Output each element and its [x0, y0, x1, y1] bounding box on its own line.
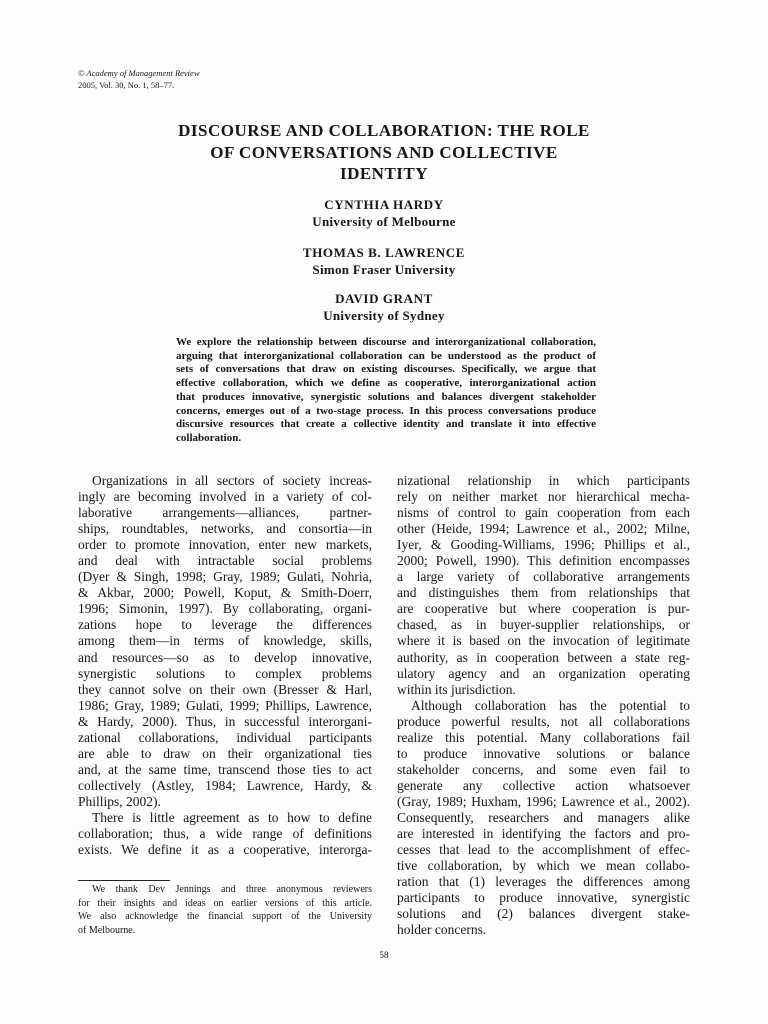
body-line: tive collaboration, by which we mean collabo-	[397, 858, 690, 874]
article-title	[0, 120, 768, 185]
left-column	[78, 473, 372, 858]
body-line: to produce innovative solutions or balance	[397, 745, 690, 761]
footnote	[78, 883, 372, 938]
abstract	[176, 336, 596, 446]
footnote-rule	[78, 880, 170, 881]
body-line: (Gray, 1989; Huxham, 1996; Lawrence et al., 2002).	[397, 793, 690, 809]
body-line: are cooperative but where cooperation is pur-	[397, 601, 690, 617]
abstract-line: We explore the relationship between discourse and interorganizational collaboration,	[176, 336, 596, 348]
footnote-line: of Melbourne.	[78, 925, 136, 937]
body-line: ration that (1) leverages the differences among	[397, 874, 690, 890]
body-line: are interested in identifying the factors and pro-	[397, 826, 690, 842]
body-line: among them—in terms of knowledge, skills,	[78, 633, 372, 649]
body-line: within its jurisdiction.	[397, 681, 516, 697]
body-line: authority, as in cooperation between a state reg-	[397, 649, 690, 665]
body-line: nizational relationship in which participants	[397, 473, 690, 488]
abstract-line: collaboration.	[176, 431, 242, 444]
paragraph	[78, 473, 372, 810]
body-line: order to promote innovation, enter new markets,	[78, 537, 372, 553]
body-line: produce powerful results, not all collaborations	[397, 713, 690, 729]
body-line: ingly are becoming involved in a variety of col-	[78, 489, 372, 505]
body-line: Phillips, 2002).	[78, 793, 161, 809]
body-line: zational collaborations, individual participants	[78, 729, 372, 745]
body-line: There is little agreement as to how to define	[92, 809, 372, 825]
body-line: laborative arrangements—alliances, partner-	[78, 505, 372, 521]
body-line: are able to draw on their organizational ties	[78, 745, 372, 761]
author-affiliation: University of Melbourne	[312, 213, 456, 229]
body-line: other (Heide, 1994; Lawrence et al., 2002; Milne,	[397, 521, 690, 537]
body-line: 1986; Gray, 1989; Gulati, 1999; Phillips, Lawrence,	[78, 697, 372, 713]
author-block	[0, 245, 768, 278]
paragraph	[397, 698, 690, 939]
right-column	[397, 473, 690, 938]
body-line: synergistic solutions to complex problems	[78, 665, 372, 681]
body-line: stakeholder concerns, and some even fail to	[397, 761, 690, 777]
author-name: CYNTHIA HARDY	[324, 197, 444, 212]
body-line: rely on neither market nor hierarchical mecha-	[397, 489, 690, 505]
footnote-line: We also acknowledge the financial support of the University	[78, 911, 372, 923]
footnote-line: for their insights and ideas on earlier versions of this article.	[78, 897, 372, 909]
citation: 2005, Vol. 30, No. 1, 58–77.	[78, 80, 175, 90]
body-line: collectively (Astley, 1984; Lawrence, Hardy, &	[78, 777, 372, 793]
abstract-line: discursive resources that create a collective identity and translate it into effective	[176, 418, 596, 431]
body-line: chased, as in buyer-supplier relationships, or	[397, 617, 690, 633]
paragraph	[397, 473, 690, 698]
author-name: DAVID GRANT	[335, 291, 433, 306]
author-affiliation: Simon Fraser University	[312, 261, 456, 277]
body-line: realize this potential. Many collaborations fail	[397, 729, 690, 745]
body-line: nisms of control to gain cooperation from each	[397, 505, 690, 521]
author-affiliation: University of Sydney	[323, 307, 445, 323]
body-line: a large variety of collaborative arrangements	[397, 569, 690, 585]
body-line: Organizations in all sectors of society increas-	[92, 473, 372, 488]
body-line: and resources—so as to develop innovative,	[78, 649, 372, 665]
body-line: participants to produce innovative, synergistic	[397, 890, 690, 906]
title-line: OF CONVERSATIONS AND COLLECTIVE	[210, 142, 558, 162]
footnote-line: We thank Dev Jennings and three anonymous reviewers	[92, 884, 372, 895]
journal-name: © Academy of Management Review	[78, 68, 200, 78]
abstract-line: that produces innovative, synergistic solutions and balances divergent stakeholder	[176, 390, 596, 403]
author-block	[0, 291, 768, 324]
abstract-line: concerns, emerges out of a two-stage process. In this process conversations produce	[176, 404, 596, 417]
body-line: & Akbar, 2000; Powell, Koput, & Smith-Doerr,	[78, 585, 372, 601]
body-line: they cannot solve on their own (Bresser & Harl,	[78, 681, 372, 697]
abstract-line: sets of conversations that draw on existing discourses. Specifically, we argue that	[176, 363, 596, 376]
page-number: 58	[379, 950, 389, 960]
title-line: DISCOURSE AND COLLABORATION: THE ROLE	[178, 121, 590, 140]
body-line: (Dyer & Singh, 1998; Gray, 1989; Gulati, Nohria,	[78, 569, 372, 585]
body-line: cesses that lead to the accomplishment of effec-	[397, 842, 690, 858]
abstract-line: arguing that interorganizational collaboration can be understood as the product of	[176, 349, 596, 362]
body-line: holder concerns.	[397, 922, 487, 938]
body-line: and distinguishes them from relationships that	[397, 585, 690, 601]
body-line: exists. We define it as a cooperative, interorga-	[78, 842, 372, 858]
body-line: generate any collective action whatsoever	[397, 777, 690, 793]
body-line: Although collaboration has the potential to	[411, 697, 690, 713]
abstract-line: effective collaboration, which we define as cooperative, interorganizational action	[176, 377, 596, 390]
body-line: collaboration; thus, a wide range of definitions	[78, 826, 372, 842]
paragraph	[78, 810, 372, 858]
body-line: zations hope to leverage the differences	[78, 617, 372, 633]
body-line: ulatory agency and an organization operating	[397, 665, 690, 681]
body-line: Consequently, researchers and managers alike	[397, 809, 690, 825]
author-block	[0, 197, 768, 230]
body-line: where it is based on the invocation of legitimate	[397, 633, 690, 649]
journal-header	[78, 67, 199, 91]
title-line: IDENTITY	[339, 164, 429, 183]
body-line: solutions and (2) balances divergent stake-	[397, 906, 690, 922]
body-line: and, at the same time, transcend those ties to act	[78, 761, 372, 777]
body-line: Iyer, & Gooding-Williams, 1996; Phillips et al.,	[397, 537, 690, 553]
author-name: THOMAS B. LAWRENCE	[302, 245, 466, 260]
body-line: & Hardy, 2000). Thus, in successful interorgani-	[78, 713, 372, 729]
body-line: 1996; Simonin, 1997). By collaborating, organi-	[78, 601, 372, 617]
body-line: 2000; Powell, 1990). This definition encompasses	[397, 553, 690, 569]
body-line: ships, roundtables, networks, and consortia—in	[78, 521, 372, 537]
body-line: and deal with intractable social problems	[78, 553, 372, 569]
